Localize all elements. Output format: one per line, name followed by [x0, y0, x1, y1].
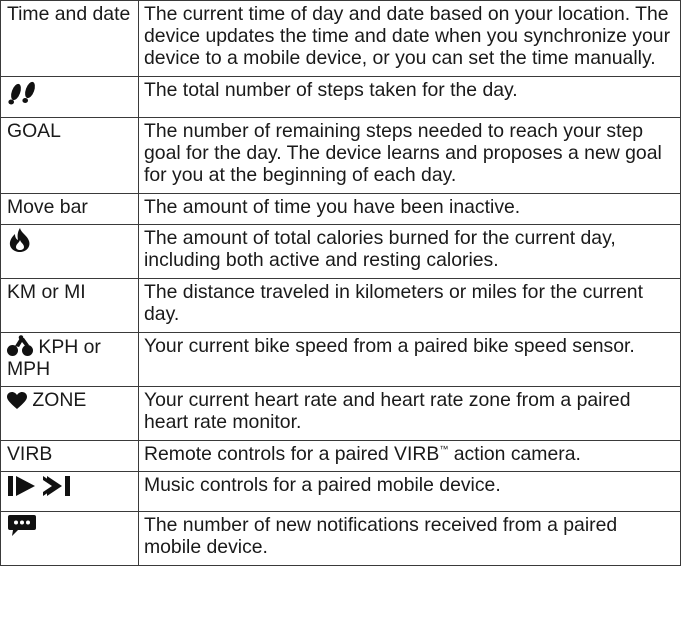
bike-speed-icon — [7, 335, 33, 357]
music-controls-icon — [7, 474, 79, 498]
field-description: The number of new notifications received from a paired mobile device. — [139, 512, 681, 566]
field-key — [1, 333, 139, 387]
field-description: Music controls for a paired mobile device. — [139, 472, 681, 512]
field-key-text: KM or MI — [7, 281, 86, 303]
field-description: The distance traveled in kilometers or miles for the current day. — [139, 279, 681, 333]
field-description: The current time of day and date based on your location. The device updates the time and date when you synchronize your device to a mobile device, or you can set the time manually. — [139, 1, 681, 77]
table-row — [1, 279, 681, 333]
table-row — [1, 387, 681, 441]
field-key — [1, 279, 139, 333]
heart-icon — [7, 392, 27, 410]
table-row — [1, 118, 681, 194]
field-description: The amount of total calories burned for the current day, including both active and resting calories. — [139, 225, 681, 279]
table-row — [1, 333, 681, 387]
field-description: The total number of steps taken for the day. — [139, 77, 681, 118]
table-row — [1, 77, 681, 118]
field-key — [1, 77, 139, 118]
field-description: Your current bike speed from a paired bike speed sensor. — [139, 333, 681, 387]
virb-description-text: Remote controls for a paired VIRB — [144, 443, 440, 465]
footsteps-icon — [7, 79, 41, 105]
field-description: The number of remaining steps needed to reach your step goal for the day. The device learns and proposes a new goal for you at the beginning of each day. — [139, 118, 681, 194]
table-row — [1, 472, 681, 512]
field-description — [139, 441, 681, 472]
flame-icon — [7, 227, 33, 253]
field-description: Your current heart rate and heart rate zone from a paired heart rate monitor. — [139, 387, 681, 441]
field-key-text: VIRB — [7, 443, 53, 465]
trademark-symbol: ™ — [439, 444, 449, 454]
virb-description-text-end: action camera. — [448, 443, 581, 465]
field-key — [1, 387, 139, 441]
table-row — [1, 194, 681, 225]
field-key — [1, 225, 139, 279]
field-key — [1, 118, 139, 194]
field-key — [1, 472, 139, 512]
field-key-text: Move bar — [7, 196, 88, 218]
field-key-text: Time and date — [7, 3, 131, 25]
field-key-text: ZONE — [32, 389, 87, 411]
field-key — [1, 1, 139, 77]
notification-icon — [7, 514, 37, 538]
table-row — [1, 512, 681, 566]
field-key — [1, 194, 139, 225]
table-row — [1, 441, 681, 472]
table-row — [1, 225, 681, 279]
table-row — [1, 1, 681, 77]
field-key-text: KPH or MPH — [7, 336, 101, 380]
field-description: The amount of time you have been inactive. — [139, 194, 681, 225]
field-key-text: GOAL — [7, 120, 61, 142]
field-key — [1, 441, 139, 472]
field-key — [1, 512, 139, 566]
